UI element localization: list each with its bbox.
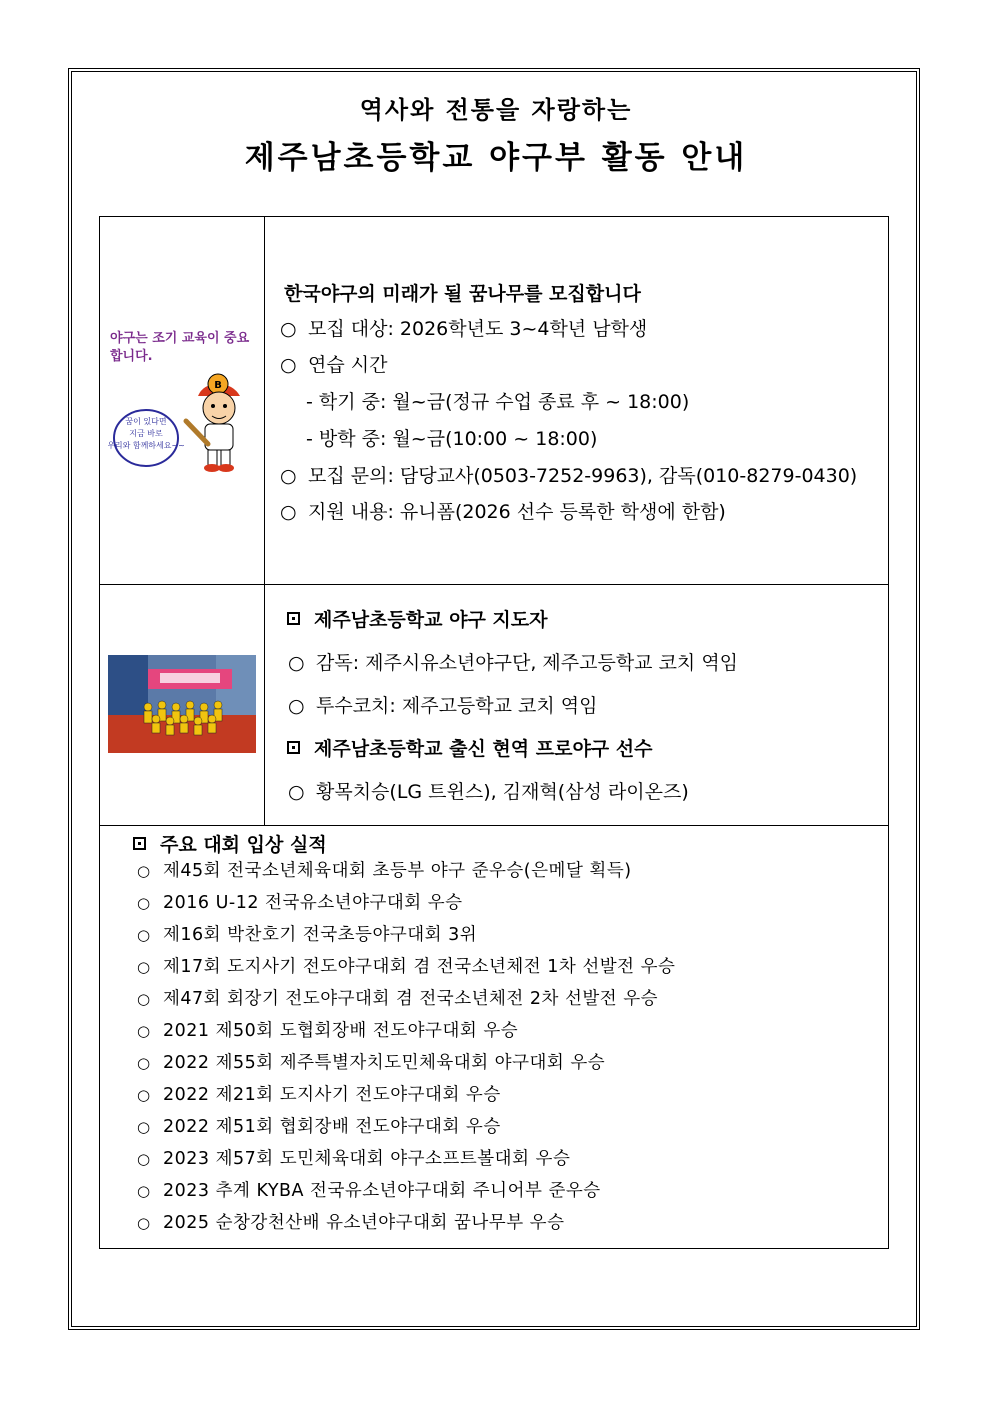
circle-bullet-icon: ○	[137, 862, 151, 880]
list-item-text: 2016 U-12 전국유소년야구대회 우승	[163, 893, 463, 913]
circle-bullet-icon: ○	[137, 1150, 151, 1168]
list-item-text: 2025 순창강천산배 유소년야구대회 꿈나무부 우승	[163, 1213, 565, 1233]
circle-bullet-icon: ○	[280, 354, 297, 376]
list-item	[137, 1081, 675, 1113]
practice-time-label: 연습 시간	[308, 354, 388, 376]
circle-bullet-icon: ○	[288, 781, 305, 803]
circle-bullet-icon: ○	[280, 501, 297, 523]
list-item-text: 제16회 박찬호기 전국초등야구대회 3위	[163, 925, 478, 945]
square-bullet-icon	[287, 741, 300, 754]
circle-bullet-icon: ○	[137, 894, 151, 912]
list-item-text: 2022 제21회 도지사기 전도야구대회 우승	[163, 1085, 501, 1105]
pitching-coach-text: 투수코치: 제주고등학교 코치 역임	[316, 695, 598, 717]
recruit-contact-text: 모집 문의: 담당교사(0503-7252-9963), 감독(010-8279-0430)	[308, 465, 858, 487]
pro-players-text: 황목치승(LG 트윈스), 김재혁(삼성 라이온즈)	[316, 781, 689, 803]
coaches-heading	[287, 605, 547, 632]
coaches-heading-text: 제주남초등학교 야구 지도자	[314, 609, 548, 631]
square-bullet-icon	[133, 837, 146, 850]
list-item	[137, 985, 675, 1017]
recruit-support	[280, 497, 726, 524]
list-item	[137, 921, 675, 953]
recruit-target	[280, 314, 647, 341]
pro-heading	[287, 734, 652, 761]
pro-heading-text: 제주남초등학교 출신 현역 프로야구 선수	[314, 738, 653, 760]
circle-bullet-icon: ○	[137, 1054, 151, 1072]
recruit-target-text: 모집 대상: 2026학년도 3~4학년 남학생	[308, 318, 648, 340]
awards-list	[137, 857, 675, 1241]
list-item	[137, 1177, 675, 1209]
circle-bullet-icon: ○	[137, 990, 151, 1008]
list-item	[137, 1017, 675, 1049]
circle-bullet-icon: ○	[137, 1214, 151, 1232]
list-item-text: 2022 제55회 제주특별자치도민체육대회 야구대회 우승	[163, 1053, 606, 1073]
list-item	[137, 857, 675, 889]
circle-bullet-icon: ○	[137, 1118, 151, 1136]
list-item	[137, 889, 675, 921]
list-item-text: 2022 제51회 협회장배 전도야구대회 우승	[163, 1117, 501, 1137]
svg-text:꿈이 있다면: 꿈이 있다면	[125, 417, 167, 426]
circle-bullet-icon: ○	[137, 958, 151, 976]
title-line1: 역사와 전통을 자랑하는	[359, 96, 633, 124]
recruit-contact	[280, 461, 857, 488]
circle-bullet-icon: ○	[137, 1086, 151, 1104]
practice-time	[280, 350, 387, 377]
list-item-text: 제45회 전국소년체육대회 초등부 야구 준우승(은메달 획득)	[163, 861, 632, 881]
circle-bullet-icon: ○	[280, 465, 297, 487]
circle-bullet-icon: ○	[288, 652, 305, 674]
pro-players	[288, 777, 689, 804]
practice-time-vacation: - 방학 중: 월~금(10:00 ~ 18:00)	[306, 428, 598, 450]
head-coach	[288, 648, 738, 675]
svg-text:지금 바로: 지금 바로	[129, 429, 163, 438]
practice-time-semester: - 학기 중: 월~금(정규 수업 종료 후 ~ 18:00)	[306, 391, 690, 413]
list-item	[137, 1113, 675, 1145]
head-coach-text: 감독: 제주시유소년야구단, 제주고등학교 코치 역임	[316, 652, 739, 674]
svg-text:우리와 함께하세요~~: 우리와 함께하세요~~	[108, 441, 185, 450]
svg-text:B: B	[214, 380, 222, 391]
list-item-text: 제17회 도지사기 전도야구대회 겸 전국소년체전 1차 선발전 우승	[163, 957, 676, 977]
team-photo-icon	[108, 655, 256, 753]
recruit-image-caption: 야구는 조기 교육이 중요합니다.	[110, 331, 250, 364]
circle-bullet-icon: ○	[137, 1182, 151, 1200]
row-divider-2	[99, 825, 889, 826]
list-item	[137, 1209, 675, 1241]
row-divider-1	[99, 584, 889, 585]
pitching-coach	[288, 691, 597, 718]
circle-bullet-icon: ○	[137, 926, 151, 944]
circle-bullet-icon: ○	[137, 1022, 151, 1040]
list-item-text: 2023 추계 KYBA 전국유소년야구대회 주니어부 준우승	[163, 1181, 601, 1201]
list-item-text: 제47회 회장기 전도야구대회 겸 전국소년체전 2차 선발전 우승	[163, 989, 659, 1009]
recruit-support-text: 지원 내용: 유니폼(2026 선수 등록한 학생에 한함)	[308, 501, 726, 523]
list-item	[137, 1049, 675, 1081]
recruit-image	[108, 326, 258, 476]
page-title: 제주남초등학교 야구부 활동 안내	[244, 140, 748, 176]
square-bullet-icon	[287, 612, 300, 625]
list-item-text: 2021 제50회 도협회장배 전도야구대회 우승	[163, 1021, 519, 1041]
column-divider	[264, 216, 265, 825]
list-item	[137, 1145, 675, 1177]
circle-bullet-icon: ○	[288, 695, 305, 717]
list-item-text: 2023 제57회 도민체육대회 야구소프트볼대회 우승	[163, 1149, 571, 1169]
circle-bullet-icon: ○	[280, 318, 297, 340]
team-photo	[108, 655, 256, 753]
awards-heading-text: 주요 대회 입상 실적	[160, 834, 327, 856]
awards-heading	[133, 830, 327, 857]
recruit-heading: 한국야구의 미래가 될 꿈나무를 모집합니다	[284, 283, 641, 305]
list-item	[137, 953, 675, 985]
